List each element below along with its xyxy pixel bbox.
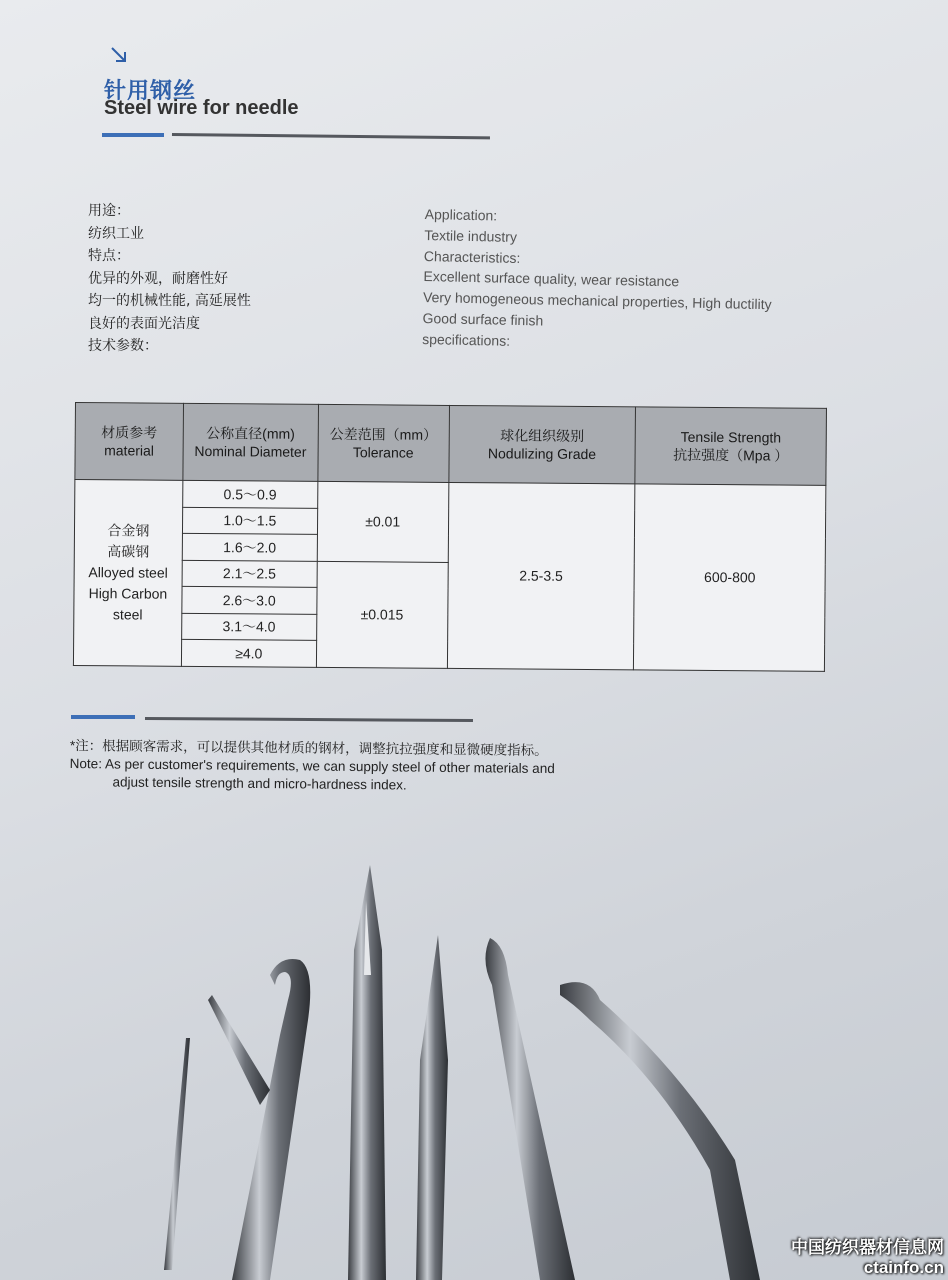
tolerance-cell-2: ±0.015	[316, 561, 448, 668]
diameter-cell: 1.6～2.0	[182, 533, 317, 561]
info-en-block	[422, 204, 774, 357]
diameter-cell: 0.5～0.9	[183, 480, 318, 508]
info-cn-line: 纺织工业	[88, 225, 144, 242]
info-en-line: Application:	[424, 205, 498, 224]
diameter-cell: ≥4.0	[181, 639, 316, 667]
info-en-line: Textile industry	[424, 226, 518, 245]
diameter-cell: 1.0～1.5	[182, 507, 317, 535]
header-material: 材质参考 material	[75, 403, 183, 481]
table-header-row	[75, 403, 827, 486]
tensile-cell: 600-800	[634, 484, 826, 671]
thin-needle-icon	[164, 1038, 190, 1270]
title-divider-blue	[102, 133, 164, 137]
spec-table	[73, 402, 827, 671]
watermark-line-1: 中国纺织器材信息网	[791, 1238, 944, 1258]
info-cn-line: 用途：	[88, 203, 130, 219]
header-tensile: Tensile Strength 抗拉强度（Mpa ）	[635, 407, 826, 485]
note-cn: *注：根据顾客需求，可以提供其他材质的钢材，调整抗拉强度和显微硬度指标。	[69, 737, 548, 759]
eye-needle-icon	[348, 865, 386, 1280]
latch-hook-needle-icon	[208, 959, 310, 1280]
info-cn-line: 均一的机械性能, 高延展性	[88, 293, 251, 309]
flat-needle-icon	[416, 935, 448, 1280]
diameter-cell: 2.1～2.5	[182, 560, 317, 588]
header-tolerance: 公差范围（mm） Tolerance	[318, 404, 449, 482]
arrow-down-right-icon	[108, 44, 130, 66]
note-block	[69, 737, 555, 796]
info-cn-block	[88, 200, 251, 358]
info-cn-line: 特点：	[88, 248, 130, 264]
header-grade: 球化组织级别 Nodulizing Grade	[448, 405, 635, 483]
material-cell: 合金钢 高碳钢 Alloyed steel High Carbon steel	[73, 480, 182, 666]
info-en-line: Characteristics:	[423, 247, 521, 266]
info-en-line: Excellent surface quality, wear resistance	[423, 268, 680, 290]
grade-cell: 2.5-3.5	[447, 482, 635, 669]
spec-table-wrapper	[73, 402, 827, 678]
curved-hook-needle-icon	[560, 982, 760, 1280]
note-en-line-2: adjust tensile strength and micro-hardness index.	[112, 774, 407, 793]
tolerance-cell-1: ±0.01	[317, 481, 448, 562]
watermark-line-2: ctainfo.cn	[863, 1258, 944, 1277]
diameter-cell: 3.1～4.0	[182, 613, 317, 641]
note-divider-gray	[145, 717, 473, 722]
info-cn-line: 技术参数：	[88, 338, 158, 354]
page-title-en: Steel wire for needle	[104, 97, 299, 119]
diameter-cell: 2.6～3.0	[182, 586, 317, 614]
needles-photo	[120, 860, 820, 1280]
info-en-line: Good surface finish	[422, 309, 544, 329]
header-diameter: 公称直径(mm) Nominal Diameter	[183, 403, 318, 481]
page-title-cn: 针用钢丝	[104, 79, 197, 104]
title-divider-gray	[172, 133, 490, 139]
info-en-line: Very homogeneous mechanical properties, High ductility	[422, 289, 772, 313]
info-en-line: specifications:	[422, 330, 511, 349]
note-en-line-1: Note: As per customer's requirements, we can supply steel of other materials and	[69, 755, 555, 777]
site-watermark	[791, 1233, 944, 1278]
info-cn-line: 优异的外观，耐磨性好	[88, 270, 228, 287]
note-divider-blue	[71, 715, 135, 719]
info-cn-line: 良好的表面光洁度	[88, 315, 200, 332]
